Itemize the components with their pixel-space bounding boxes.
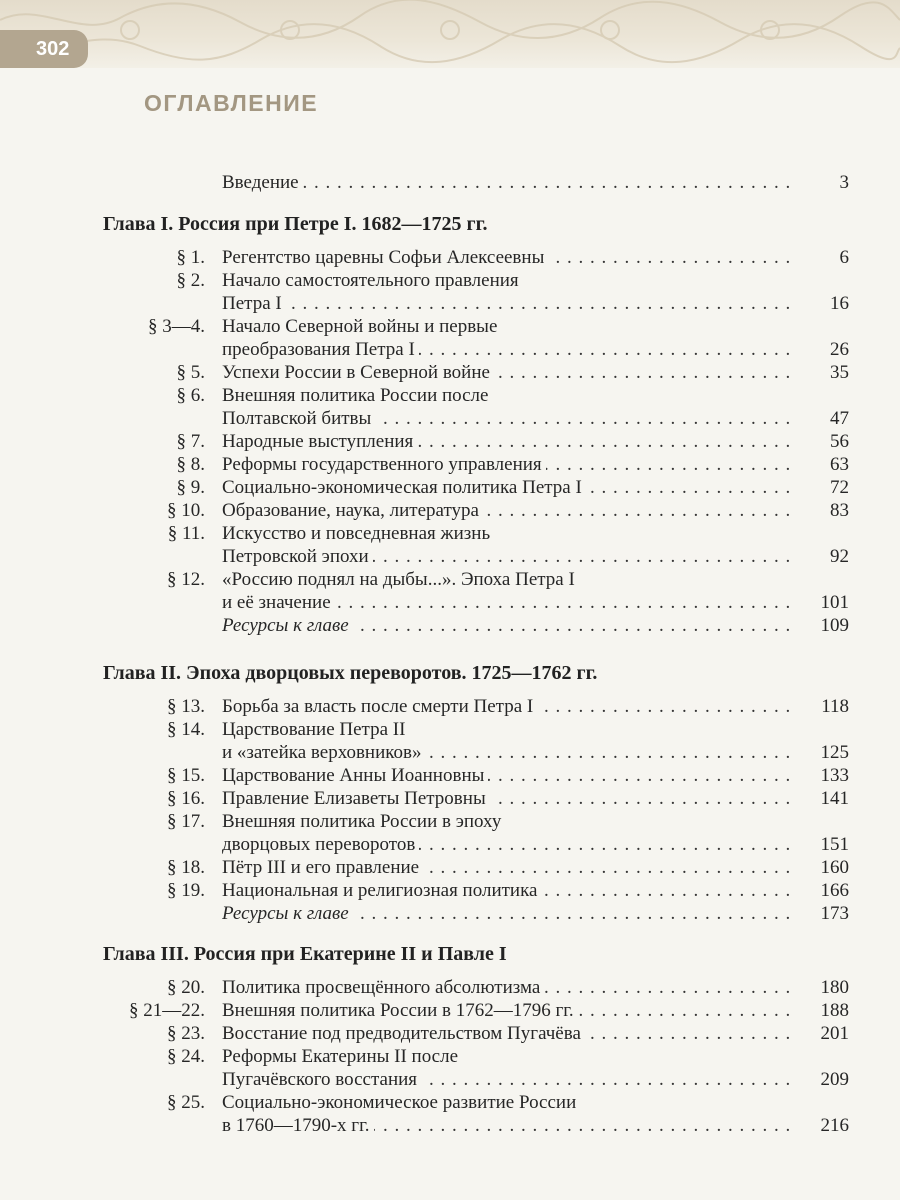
section-number: § 1. xyxy=(176,247,205,268)
entry-title: Социально-экономическое развитие России xyxy=(222,1092,577,1113)
section-number: § 12. xyxy=(167,569,205,590)
entry-title: дворцовых переворотов . . . xyxy=(222,834,792,856)
entry-page: 3 xyxy=(839,172,849,193)
entry-page: 209 xyxy=(820,1069,849,1090)
entry-page: 26 xyxy=(830,339,849,360)
section-number: § 2. xyxy=(176,270,205,291)
entry-title: Политика просвещённого абсолютизма . . . xyxy=(222,977,792,999)
page-number: 302 xyxy=(0,30,88,68)
entry-title: Образование, наука, литература . . . xyxy=(222,500,792,522)
entry-title: Царствование Петра II xyxy=(222,719,406,740)
entry-title: Народные выступления . . . xyxy=(222,431,792,453)
section-number: § 25. xyxy=(167,1092,205,1113)
section-number: § 19. xyxy=(167,880,205,901)
entry-page: 35 xyxy=(830,362,849,383)
entry-page: 160 xyxy=(820,857,849,878)
entry-page: 133 xyxy=(820,765,849,786)
entry-title: Реформы Екатерины II после xyxy=(222,1046,459,1067)
section-number: § 7. xyxy=(176,431,205,452)
entry-title: Правление Елизаветы Петровны . . . xyxy=(222,788,792,810)
entry-title: Начало самостоятельного правления xyxy=(222,270,519,291)
entry-title: преобразования Петра I . . . xyxy=(222,339,792,361)
entry-page: 188 xyxy=(820,1000,849,1021)
entry-page: 151 xyxy=(820,834,849,855)
entry-title: Царствование Анны Иоанновны . . . xyxy=(222,765,792,787)
entry-title: Искусство и повседневная жизнь xyxy=(222,523,491,544)
section-number: § 17. xyxy=(167,811,205,832)
section-number: § 11. xyxy=(167,523,205,544)
section-number: § 10. xyxy=(167,500,205,521)
entry-title: Начало Северной войны и первые xyxy=(222,316,498,337)
entry-page: 141 xyxy=(820,788,849,809)
entry-title: Регентство царевны Софьи Алексеевны . . . xyxy=(222,247,792,269)
section-number: § 9. xyxy=(176,477,205,498)
entry-page: 63 xyxy=(830,454,849,475)
entry-page: 109 xyxy=(820,615,849,636)
entry-title: и её значение . . . xyxy=(222,592,792,614)
section-number: § 3—4. xyxy=(148,316,205,337)
entry-page: 83 xyxy=(830,500,849,521)
entry-page: 101 xyxy=(820,592,849,613)
page-title: ОГЛАВЛЕНИЕ xyxy=(144,90,319,116)
entry-page: 16 xyxy=(830,293,849,314)
entry-title: Социально-экономическая политика Петра I . . . xyxy=(222,477,792,499)
entry-page: 56 xyxy=(830,431,849,452)
section-number: § 6. xyxy=(176,385,205,406)
entry-page: 92 xyxy=(830,546,849,567)
entry-title: Ресурсы к главе . . . xyxy=(222,615,792,637)
entry-title: Пугачёвского восстания . . . xyxy=(222,1069,792,1091)
entry-title: Ресурсы к главе . . . xyxy=(222,903,792,925)
entry-page: 166 xyxy=(820,880,849,901)
entry-page: 125 xyxy=(820,742,849,763)
entry-page: 173 xyxy=(820,903,849,924)
section-number: § 16. xyxy=(167,788,205,809)
entry-title: Борьба за власть после смерти Петра I . . . xyxy=(222,696,792,718)
entry-title: Петра I . . . xyxy=(222,293,792,315)
section-number: § 8. xyxy=(176,454,205,475)
entry-page: 216 xyxy=(820,1115,849,1136)
entry-title: Внешняя политика России после xyxy=(222,385,489,406)
section-number: § 5. xyxy=(176,362,205,383)
entry-title: Пётр III и его правление . . . xyxy=(222,857,792,879)
chapter-heading[interactable]: Глава I. Россия при Петре I. 1682—1725 гг. xyxy=(103,213,488,235)
entry-title: и «затейка верховников» . . . xyxy=(222,742,792,764)
entry-title: Введение . . . xyxy=(222,172,792,194)
section-number: § 14. xyxy=(167,719,205,740)
section-number: § 24. xyxy=(167,1046,205,1067)
entry-title: «Россию поднял на дыбы...». Эпоха Петра I xyxy=(222,569,575,590)
entry-title: Полтавской битвы . . . xyxy=(222,408,792,430)
entry-page: 6 xyxy=(839,247,849,268)
entry-title: Национальная и религиозная политика . . . xyxy=(222,880,792,902)
entry-title: в 1760—1790-х гг. . . . xyxy=(222,1115,792,1137)
entry-page: 72 xyxy=(830,477,849,498)
section-number: § 18. xyxy=(167,857,205,878)
entry-title: Реформы государственного управления . . . xyxy=(222,454,792,476)
section-number: § 23. xyxy=(167,1023,205,1044)
entry-title: Петровской эпохи . . . xyxy=(222,546,792,568)
entry-page: 201 xyxy=(820,1023,849,1044)
section-number: § 21—22. xyxy=(129,1000,205,1021)
section-number: § 13. xyxy=(167,696,205,717)
entry-title: Внешняя политика России в эпоху xyxy=(222,811,502,832)
entry-page: 118 xyxy=(821,696,849,717)
section-number: § 20. xyxy=(167,977,205,998)
entry-title: Восстание под предводительством Пугачёва . . . xyxy=(222,1023,792,1045)
entry-page: 47 xyxy=(830,408,849,429)
chapter-heading[interactable]: Глава II. Эпоха дворцовых переворотов. 1725—1762 гг. xyxy=(103,662,598,684)
entry-title: Внешняя политика России в 1762—1796 гг. . . . xyxy=(222,1000,792,1022)
entry-title: Успехи России в Северной войне . . . xyxy=(222,362,792,384)
entry-page: 180 xyxy=(820,977,849,998)
chapter-heading[interactable]: Глава III. Россия при Екатерине II и Павле I xyxy=(103,943,507,965)
section-number: § 15. xyxy=(167,765,205,786)
